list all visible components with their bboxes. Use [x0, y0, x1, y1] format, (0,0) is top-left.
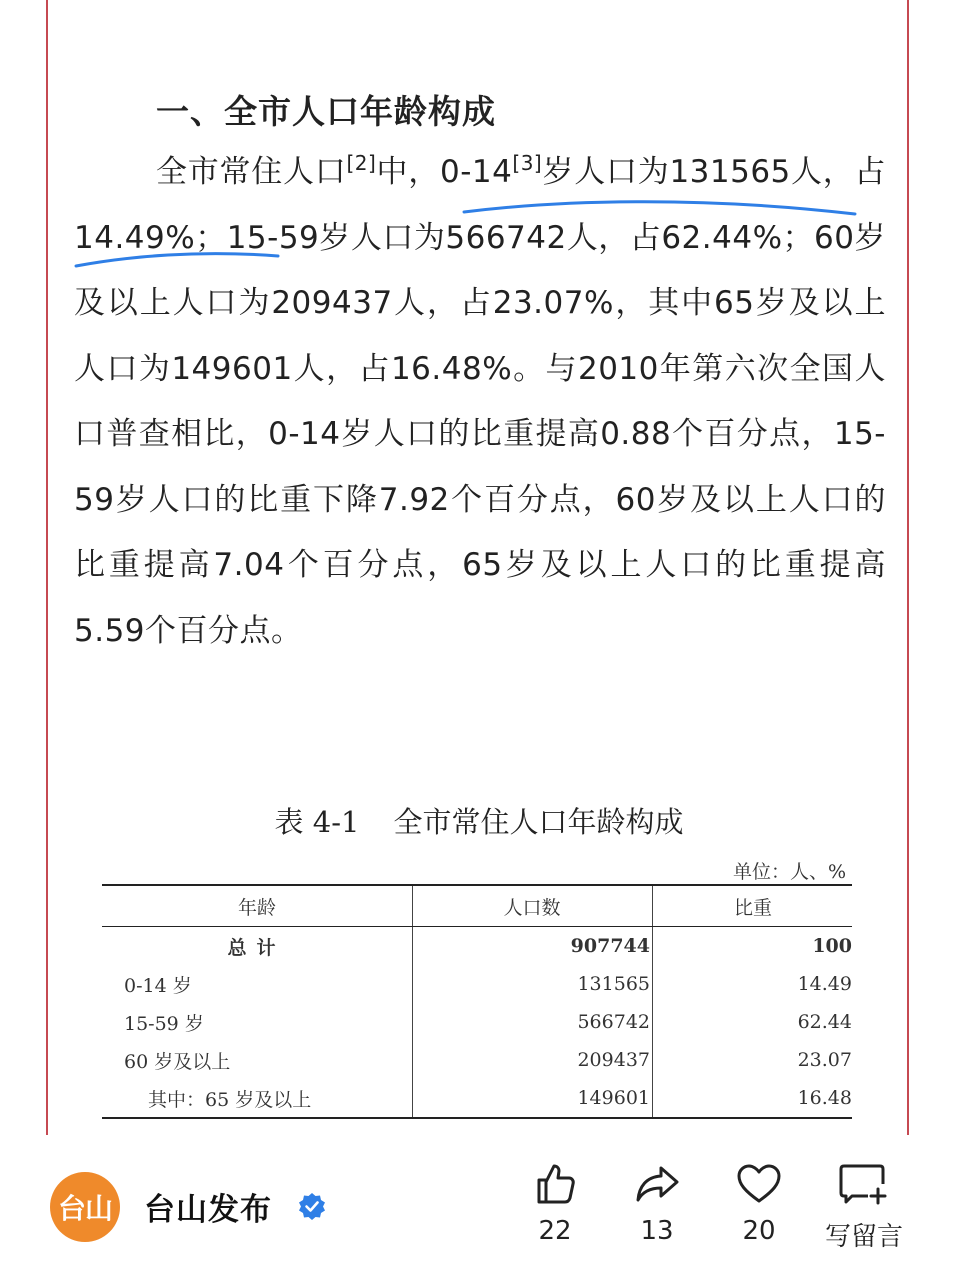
- avatar-text: 台山: [57, 1192, 112, 1225]
- share-button[interactable]: [622, 1160, 692, 1246]
- table-row: [102, 1079, 852, 1118]
- cell-age: 总计: [102, 927, 413, 966]
- cell-share: 16.48: [653, 1079, 853, 1118]
- like-icon: [531, 1160, 579, 1208]
- cell-share: 14.49: [797, 973, 852, 995]
- table-number: 表 4-1: [274, 805, 360, 839]
- avatar[interactable]: [50, 1172, 120, 1242]
- like-button[interactable]: [520, 1160, 590, 1246]
- header-share: 比重: [653, 885, 853, 927]
- cell-age: 60 岁及以上: [102, 1041, 413, 1079]
- cell-age: 0-14 岁: [102, 965, 413, 1003]
- comment-label: 写留言: [824, 1222, 903, 1252]
- text-part-b: 中，0-14: [376, 154, 513, 190]
- cell-share: 100: [812, 935, 852, 957]
- text-part-a: 全市常住人口: [156, 154, 347, 190]
- table-header-row: [102, 885, 852, 927]
- verified-icon: [298, 1192, 326, 1220]
- cell-population: 566742: [413, 1003, 653, 1041]
- age-structure-table: [102, 884, 852, 1119]
- cell-age: 其中：65 岁及以上: [102, 1079, 413, 1118]
- section-heading: 一、全市人口年龄构成: [156, 92, 496, 131]
- heart-icon: [735, 1160, 783, 1208]
- table-title: 全市常住人口年龄构成: [393, 805, 684, 839]
- write-comment-button[interactable]: [818, 1160, 910, 1253]
- cell-share: 23.07: [797, 1049, 852, 1071]
- header-age: 年龄: [102, 885, 413, 927]
- article-paragraph: [74, 140, 886, 664]
- footnote-ref-2[interactable]: [2]: [346, 151, 377, 175]
- comment-icon: [838, 1160, 890, 1208]
- text-part-c: 岁人口为131565人，占14.49%；15-59岁人口为566742人，占62.44%；60岁及以上人口为209437人，占23.07%，其中65岁及以上人口为149601人，占16.48%。与2010年第六次全国人口普查相比，0-14岁人口的比重提高0.88个百分点，15-59岁人口的比重下降7.92个百分点，60岁及以上人口的比重提高7.04个百分点，65岁及以上人口的比重提高5.59个百分点。: [74, 154, 887, 649]
- table-row: [102, 927, 852, 966]
- cell-share: 62.44: [797, 1011, 852, 1033]
- table-unit: 单位：人、%: [732, 861, 846, 883]
- favorite-button[interactable]: [724, 1160, 794, 1246]
- share-count: 13: [640, 1216, 674, 1246]
- cell-age: 15-59 岁: [102, 1003, 413, 1041]
- frame-border-right: [907, 0, 909, 1135]
- cell-population: 149601: [413, 1079, 653, 1118]
- frame-border-left: [46, 0, 48, 1135]
- footnote-ref-3[interactable]: [3]: [512, 151, 543, 175]
- cell-population: 907744: [413, 927, 653, 966]
- like-count: 22: [538, 1216, 572, 1246]
- favorite-count: 20: [742, 1216, 776, 1246]
- table-row: [102, 1041, 852, 1079]
- table-row: [102, 965, 852, 1003]
- header-population: 人口数: [413, 885, 653, 927]
- share-icon: [633, 1160, 681, 1208]
- account-name[interactable]: 台山发布: [144, 1192, 272, 1228]
- table-caption: [0, 800, 958, 841]
- table-row: [102, 1003, 852, 1041]
- cell-population: 131565: [413, 965, 653, 1003]
- cell-population: 209437: [413, 1041, 653, 1079]
